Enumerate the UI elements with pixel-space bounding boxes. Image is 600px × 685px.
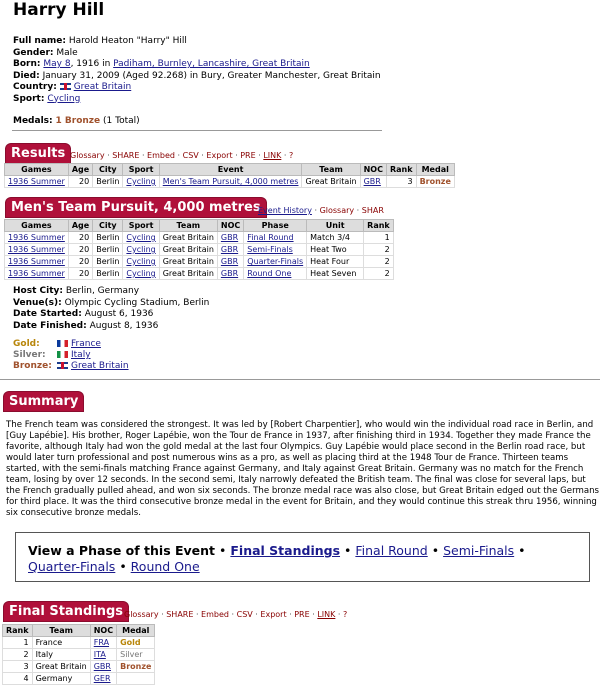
host-city-label: Host City: — [13, 286, 63, 296]
glossary-link[interactable]: Glossary — [319, 206, 355, 215]
results-header-row — [5, 164, 455, 176]
col-sport[interactable]: Sport — [123, 220, 159, 232]
city-cell: Berlin — [93, 244, 123, 256]
full-name: Harold Heaton "Harry" Hill — [68, 36, 187, 46]
phase-quarter-finals-link[interactable]: Quarter-Finals — [28, 559, 116, 574]
col-sport[interactable]: Sport — [123, 164, 159, 176]
team-cell: France — [32, 637, 90, 649]
gold-link[interactable]: France — [71, 339, 101, 349]
games-link[interactable]: 1936 Summer — [8, 233, 65, 242]
col-team[interactable]: Team — [32, 625, 90, 637]
noc-link[interactable]: FRA — [93, 638, 110, 647]
csv-link[interactable]: CSV — [182, 151, 199, 160]
gender-label: Gender: — [13, 47, 54, 58]
noc-link[interactable]: GBR — [220, 233, 239, 242]
col-team[interactable]: Team — [159, 220, 217, 232]
country-link[interactable]: Great Britain — [73, 82, 132, 92]
event-history-link[interactable]: Event History — [258, 206, 312, 215]
col-phase[interactable]: Phase — [244, 220, 307, 232]
share-link[interactable]: SHAR — [361, 206, 384, 215]
team-cell: Great Britain — [159, 268, 217, 280]
bronze-label: Bronze: — [13, 361, 52, 371]
sport-link[interactable]: Cycling — [126, 177, 156, 186]
games-link[interactable]: 1936 Summer — [8, 177, 65, 186]
sport-link[interactable]: Cycling — [126, 269, 156, 278]
medals-bronze: 1 Bronze — [55, 116, 101, 126]
summary-tab: Summary — [4, 392, 83, 411]
country-label: Country: — [13, 82, 57, 92]
venue-label: Venue(s): — [13, 297, 62, 308]
unit-cell: Heat Seven — [307, 268, 364, 280]
games-link[interactable]: 1936 Summer — [8, 269, 65, 278]
event-link[interactable]: Men's Team Pursuit, 4,000 metres — [162, 177, 299, 186]
it-flag-icon — [57, 351, 68, 358]
glossary-link[interactable]: Glossary — [124, 610, 159, 619]
table-row — [3, 637, 155, 649]
sport-link[interactable]: Cycling — [126, 245, 156, 254]
standings-header-row — [3, 625, 155, 637]
glossary-link[interactable]: Glossary — [70, 151, 105, 160]
results-table — [4, 163, 455, 188]
rank-cell: 3 — [3, 661, 33, 673]
phase-final-standings-link[interactable]: Final Standings — [230, 543, 341, 558]
col-noc[interactable]: NOC — [217, 220, 243, 232]
medals-label: Medals: — [13, 116, 53, 126]
born-label: Born: — [13, 59, 41, 69]
gender: Male — [56, 47, 78, 58]
col-rank[interactable]: Rank — [3, 625, 33, 637]
pre-link[interactable]: PRE — [294, 610, 310, 619]
rank-cell: 4 — [3, 673, 33, 685]
medals-total: (1 Total) — [103, 116, 140, 126]
city-cell: Berlin — [93, 256, 123, 268]
event-tab: Men's Team Pursuit, 4,000 metres — [6, 198, 266, 217]
age-cell: 20 — [68, 176, 92, 188]
athlete-name: Harry Hill — [13, 0, 105, 20]
unit-cell: Heat Two — [307, 244, 364, 256]
medal-cell — [117, 673, 155, 685]
started: August 6, 1936 — [84, 309, 154, 319]
separator: • — [219, 543, 227, 558]
sport-link[interactable]: Cycling — [126, 233, 156, 242]
col-event[interactable]: Event — [159, 164, 302, 176]
event-header-row — [5, 220, 394, 232]
csv-link[interactable]: CSV — [236, 610, 253, 619]
died-label: Died: — [13, 70, 40, 81]
table-row — [3, 649, 155, 661]
final-standings-tab: Final Standings — [4, 602, 128, 621]
table-row — [5, 268, 394, 280]
export-link[interactable]: Export — [206, 151, 233, 160]
divider — [0, 379, 600, 380]
pre-link[interactable]: PRE — [240, 151, 256, 160]
age-cell: 20 — [68, 256, 92, 268]
silver-link[interactable]: Italy — [71, 350, 91, 360]
bronze-link[interactable]: Great Britain — [71, 361, 129, 371]
rank-cell: 2 — [364, 244, 394, 256]
event-toolbar: Event History · Glossary · SHAR — [258, 206, 384, 215]
help-link[interactable]: ? — [343, 610, 348, 619]
noc-link[interactable]: GBR — [93, 662, 111, 671]
medal-cell: Bronze — [117, 661, 155, 673]
sport-link[interactable]: Cycling — [126, 257, 156, 266]
died: January 31, 2009 (Aged 92.268) in Bury, Greater Manchester, Great Britain — [42, 70, 381, 81]
separator: • — [344, 543, 352, 558]
col-games[interactable]: Games — [5, 164, 69, 176]
phase-round-one-link[interactable]: Round One — [130, 559, 200, 574]
noc-link[interactable]: GBR — [220, 245, 239, 254]
age-cell: 20 — [68, 268, 92, 280]
table-row — [5, 256, 394, 268]
col-medal[interactable]: Medal — [416, 164, 454, 176]
team-cell: Great Britain — [302, 176, 360, 188]
col-city[interactable]: City — [93, 220, 123, 232]
team-cell: Italy — [32, 649, 90, 661]
table-row — [3, 673, 155, 685]
link-link[interactable]: LINK — [263, 151, 282, 160]
share-link[interactable]: SHARE — [112, 151, 140, 160]
gb-flag-icon — [57, 362, 68, 369]
full-name-label: Full name: — [13, 36, 66, 46]
embed-link[interactable]: Embed — [147, 151, 175, 160]
phase-link[interactable]: Final Round — [247, 233, 294, 242]
standings-toolbar: Glossary · SHARE · Embed · CSV · Export · PRE · LINK · ? — [124, 610, 348, 619]
separator: • — [518, 543, 526, 558]
unit-cell: Match 3/4 — [307, 232, 364, 244]
separator: • — [119, 559, 127, 574]
event-table — [4, 219, 394, 280]
rank-cell: 1 — [3, 637, 33, 649]
host-city: Berlin, Germany — [65, 286, 140, 296]
phase-link[interactable]: Quarter-Finals — [247, 257, 304, 266]
team-cell: Great Britain — [159, 232, 217, 244]
born-date-link[interactable]: May 8 — [43, 59, 71, 69]
results-toolbar: Glossary · SHARE · Embed · CSV · Export · PRE · LINK · ? — [70, 151, 294, 160]
phase-label: View a Phase of this Event — [28, 543, 216, 558]
medalists — [13, 339, 129, 372]
col-rank[interactable]: Rank — [386, 164, 416, 176]
started-label: Date Started: — [13, 309, 82, 319]
phase-semi-finals-link[interactable]: Semi-Finals — [443, 543, 515, 558]
born-year: , 1916 in — [70, 59, 114, 69]
sport-link[interactable]: Cycling — [47, 93, 81, 104]
table-row — [5, 176, 455, 188]
rank-cell: 1 — [364, 232, 394, 244]
city-cell: Berlin — [93, 268, 123, 280]
table-row — [3, 661, 155, 673]
col-age[interactable]: Age — [68, 220, 92, 232]
event-info — [13, 286, 209, 332]
noc-link[interactable]: GER — [93, 674, 111, 683]
city-cell: Berlin — [93, 176, 123, 188]
table-row — [5, 232, 394, 244]
finished-label: Date Finished: — [13, 320, 87, 331]
col-age[interactable]: Age — [68, 164, 92, 176]
gb-flag-icon — [60, 83, 71, 90]
noc-link[interactable]: ITA — [93, 650, 106, 659]
games-link[interactable]: 1936 Summer — [8, 257, 65, 266]
athlete-bio — [13, 36, 381, 128]
age-cell: 20 — [68, 244, 92, 256]
share-link[interactable]: SHARE — [166, 610, 194, 619]
phase-link[interactable]: Semi-Finals — [247, 245, 293, 254]
phase-link[interactable]: Round One — [247, 269, 292, 278]
venue: Olympic Cycling Stadium, Berlin — [64, 297, 210, 308]
col-games[interactable]: Games — [5, 220, 69, 232]
divider — [12, 130, 382, 131]
col-team[interactable]: Team — [302, 164, 360, 176]
age-cell: 20 — [68, 232, 92, 244]
phase-final-round-link[interactable]: Final Round — [355, 543, 428, 558]
unit-cell: Heat Four — [307, 256, 364, 268]
team-cell: Great Britain — [32, 661, 90, 673]
standings-table — [2, 624, 155, 685]
phase-box — [15, 532, 590, 582]
silver-label: Silver: — [13, 350, 46, 360]
team-cell: Great Britain — [159, 256, 217, 268]
col-noc[interactable]: NOC — [360, 164, 386, 176]
sport-label: Sport: — [13, 93, 45, 104]
noc-link[interactable]: GBR — [220, 257, 239, 266]
games-link[interactable]: 1936 Summer — [8, 245, 65, 254]
col-noc[interactable]: NOC — [90, 625, 116, 637]
rank-cell: 2 — [3, 649, 33, 661]
born-place-link[interactable]: Padiham, Burnley, Lancashire, Great Britain — [113, 59, 310, 69]
help-link[interactable]: ? — [289, 151, 294, 160]
noc-link[interactable]: GBR — [220, 269, 239, 278]
medal-cell: Bronze — [416, 176, 454, 188]
rank-cell: 3 — [386, 176, 416, 188]
table-row — [5, 244, 394, 256]
finished: August 8, 1936 — [89, 320, 159, 331]
medal-cell: Silver — [117, 649, 155, 661]
export-link[interactable]: Export — [260, 610, 287, 619]
col-unit[interactable]: Unit — [307, 220, 364, 232]
summary-text: The French team was considered the strongest. It was led by [Robert Charpentier], who would win the individual road race in Berlin, and [Guy Lapébie]. His brother, Roger Lapébie, won the Tour de France in 1937, after finishing third in 1934. Together they made France the favorite, although Italy had won the gold medal at the last four Olympics. Guy Lapébie would place second in the Berlin road race, but would later turn professional and post numerous wins as a pro, as well as placing third at the 1948 Tour de France. Thirteen teams started, with the semi-finals matching France against Germany, and Italy against Great Britain. Germany was no match for the French team, losing by over 12 seconds. In the second semi, Italy narrowly defeated the British team. The final was close for several laps, but the French gradually pulled ahead, and won six seconds. The bronze medal race was also close, but Great Britain edged out the Germans for third place. It was the third consecutive bronze medal in the event for Britain, and they would continue this streak thru 1956, winning six consecutive bronze medals. — [6, 420, 600, 518]
col-city[interactable]: City — [93, 164, 123, 176]
embed-link[interactable]: Embed — [201, 610, 229, 619]
link-link[interactable]: LINK — [317, 610, 336, 619]
col-medal[interactable]: Medal — [117, 625, 155, 637]
team-cell: Great Britain — [159, 244, 217, 256]
noc-link[interactable]: GBR — [363, 177, 381, 186]
team-cell: Germany — [32, 673, 90, 685]
col-rank[interactable]: Rank — [364, 220, 394, 232]
city-cell: Berlin — [93, 232, 123, 244]
rank-cell: 2 — [364, 256, 394, 268]
separator: • — [431, 543, 440, 558]
gold-label: Gold: — [13, 339, 40, 349]
medal-cell: Gold — [117, 637, 155, 649]
fr-flag-icon — [57, 340, 68, 347]
rank-cell: 2 — [364, 268, 394, 280]
results-tab: Results — [6, 144, 70, 163]
